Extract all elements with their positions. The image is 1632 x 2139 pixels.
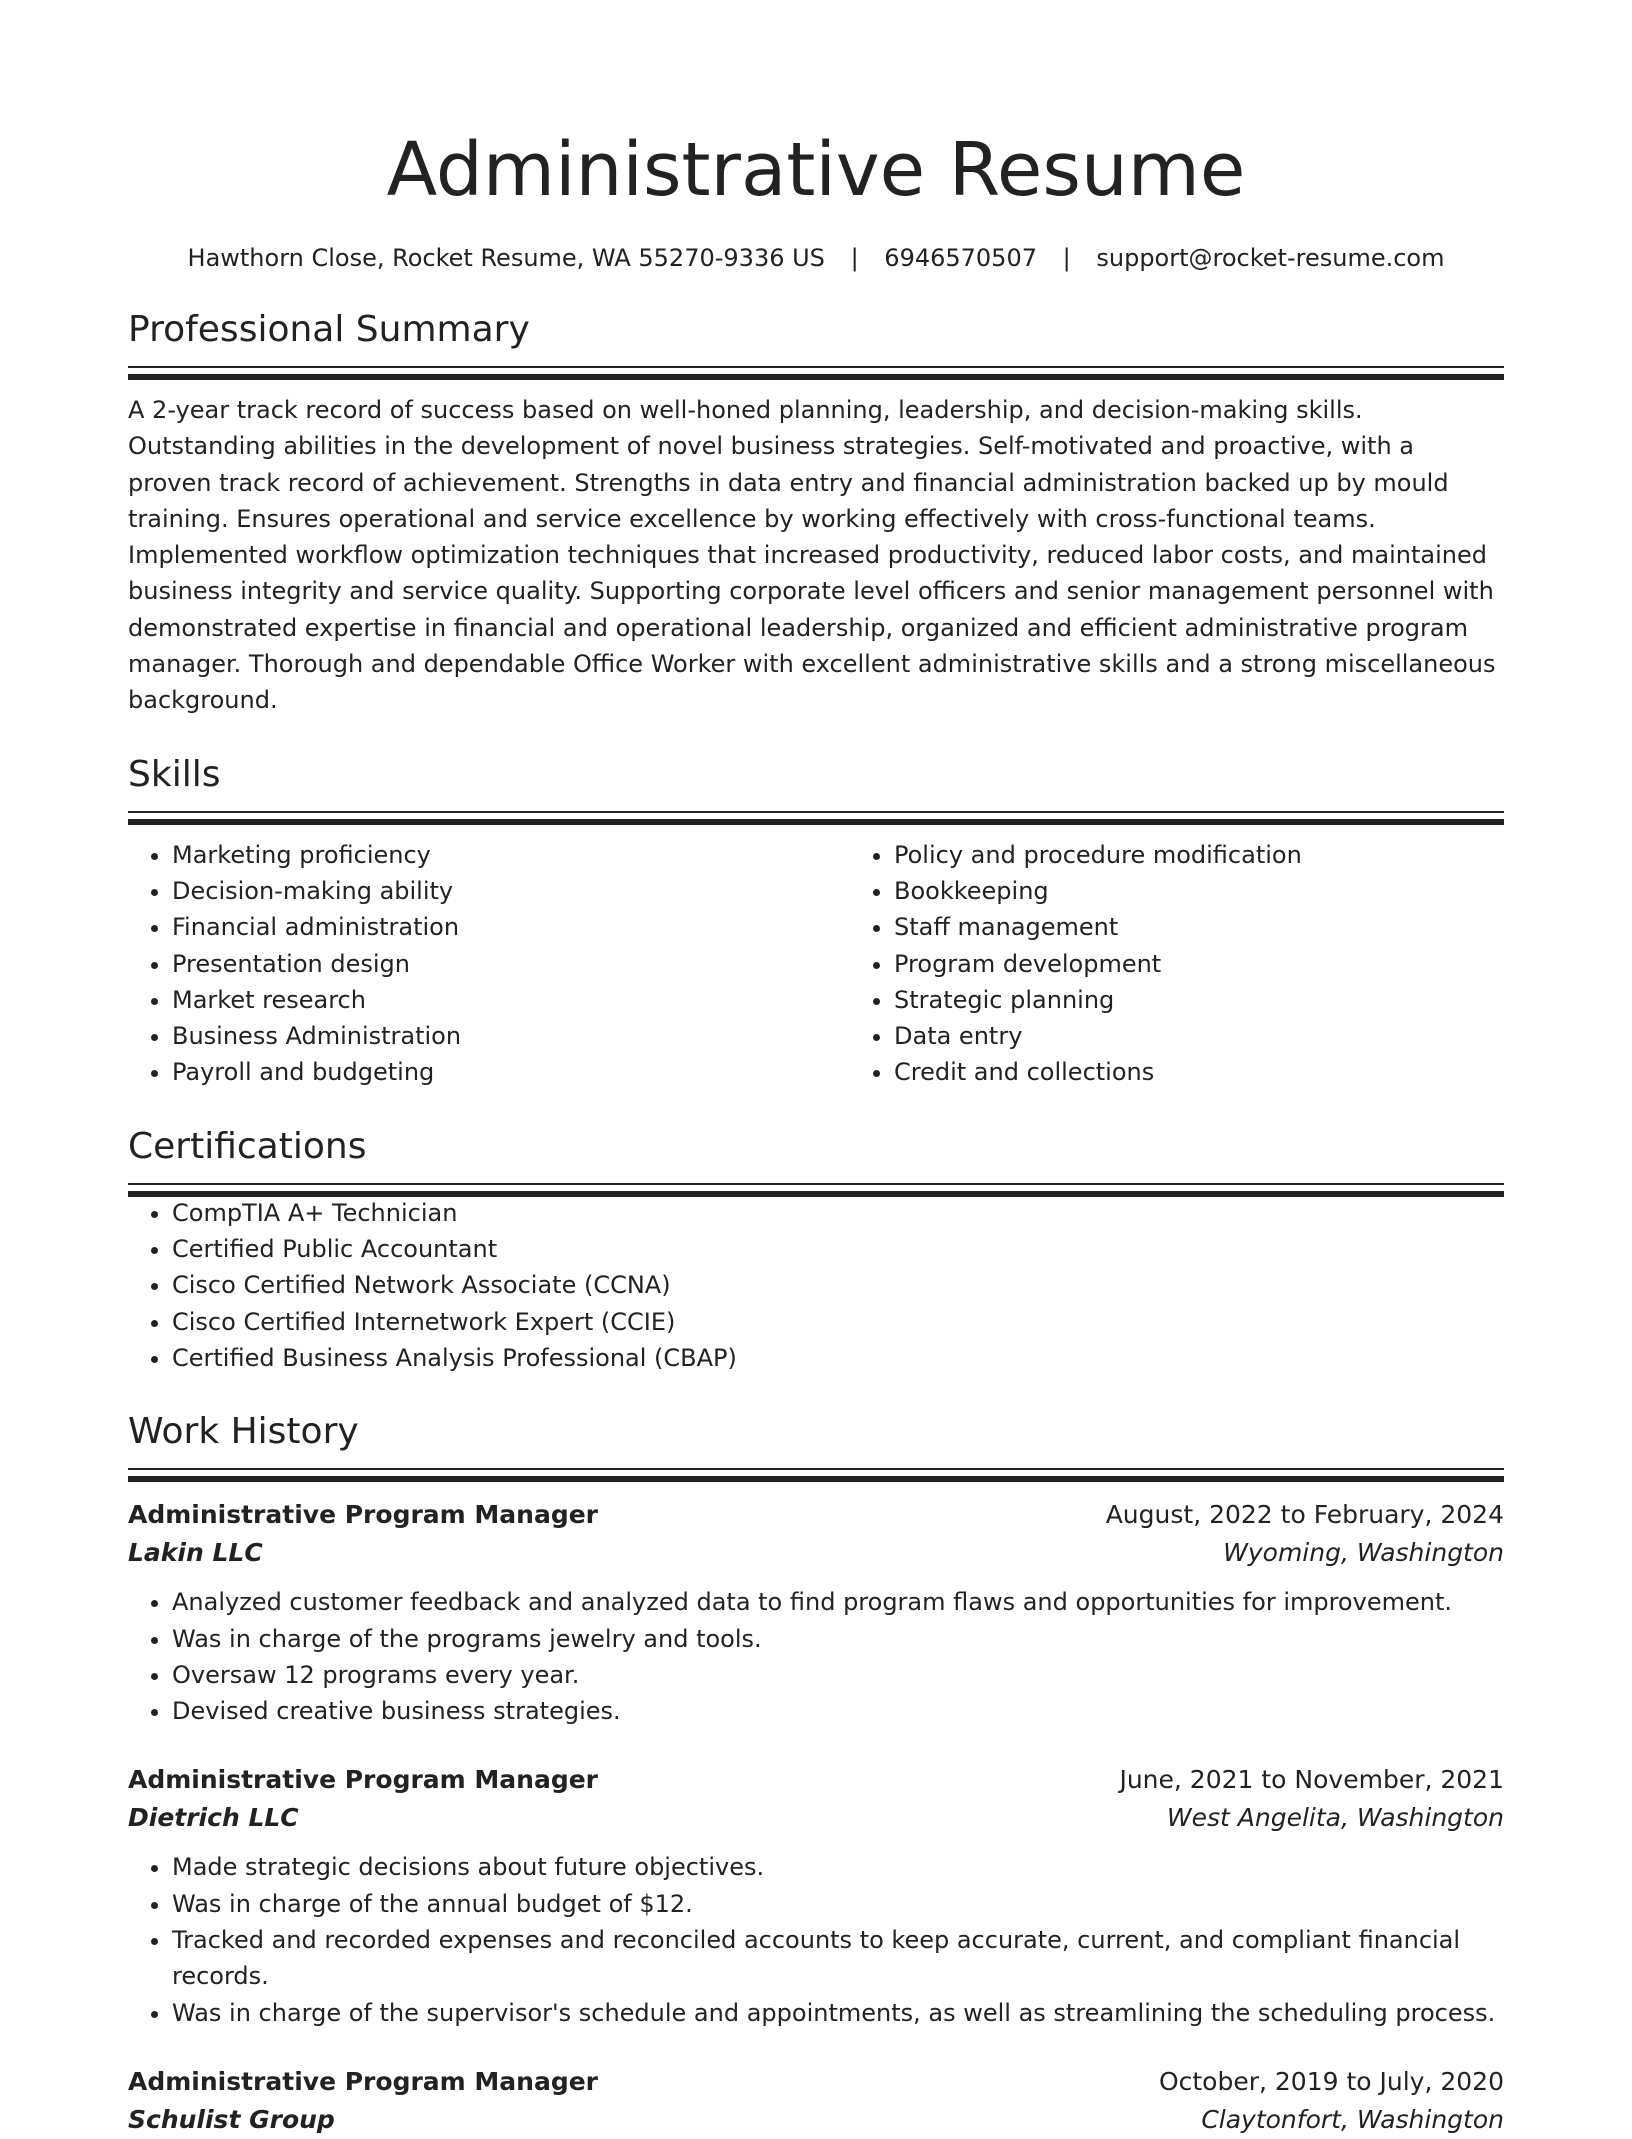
job-location: Claytonfort, Washington <box>1201 2104 1504 2134</box>
certification-item: • Certified Public Accountant <box>172 1231 1504 1267</box>
certifications-section-header <box>128 1125 1504 1195</box>
skills-heading: Skills <box>128 753 221 795</box>
contact-separator: | <box>850 244 859 272</box>
summary-text: A 2-year track record of success based on well-honed planning, leadership, and decision-making skills. Outstanding abilities in the development of novel business strategies. Self-motivated and proactive, with a proven track record of achievement. Strengths in data entry and financial administration backed up by mould training. Ensures operational and service excellence by working effectively with cross-functional teams. Implemented workflow optimization techniques that increased productivity, reduced labor costs, and maintained business integrity and service quality. Supporting corporate level officers and senior management personnel with demonstrated expertise in financial and operational leadership, organized and efficient administrative program manager. Thorough and dependable Office Worker with excellent administrative skills and a strong miscellaneous background. <box>128 396 1496 715</box>
job-entry <box>128 2063 1504 2139</box>
contact-email: support@rocket-resume.com <box>1096 244 1445 272</box>
skill-item: • Program development <box>894 946 1504 982</box>
skill-item: • Credit and collections <box>894 1054 1504 1090</box>
certification-item: • Certified Business Analysis Professional (CBAP) <box>172 1340 1504 1376</box>
job-title: Administrative Program Manager <box>128 2066 599 2096</box>
certification-item: • Cisco Certified Network Associate (CCNA) <box>172 1267 1504 1303</box>
job-duty-item: • Analyzed customer feedback and analyzed data to find program flaws and opportunities for improvement. <box>172 1584 1504 1620</box>
section-divider <box>128 366 1504 378</box>
job-company: Schulist Group <box>128 2104 335 2134</box>
resume-page <box>128 0 1504 2139</box>
work-section-header <box>128 1410 1504 1480</box>
skill-item: • Bookkeeping <box>894 873 1504 909</box>
resume-title: Administrative Resume <box>386 127 1246 213</box>
certification-item: • CompTIA A+ Technician <box>172 1195 1504 1231</box>
job-title: Administrative Program Manager <box>128 1500 599 1530</box>
certifications-list <box>128 1195 1504 1376</box>
job-company-row <box>128 2101 1504 2139</box>
job-dates: October, 2019 to July, 2020 <box>1158 2066 1504 2096</box>
skill-item: • Staff management <box>894 909 1504 945</box>
section-divider <box>128 811 1504 823</box>
skill-item: • Data entry <box>894 1018 1504 1054</box>
job-location: Wyoming, Washington <box>1223 1538 1504 1568</box>
skill-item: • Market research <box>172 982 850 1018</box>
job-duty-item: • Was in charge of the annual budget of $12. <box>172 1886 1504 1922</box>
skills-section-header <box>128 753 1504 823</box>
skill-item: • Policy and procedure modification <box>894 837 1504 873</box>
work-heading: Work History <box>128 1411 359 1453</box>
job-duty-item: • Devised creative business strategies. <box>172 1693 1504 1729</box>
contact-separator: | <box>1062 244 1071 272</box>
contact-phone: 6946570507 <box>884 244 1037 272</box>
skills-list-left <box>128 837 850 1091</box>
skill-item: • Payroll and budgeting <box>172 1054 850 1090</box>
job-company-row <box>128 1799 1504 1837</box>
skill-item: • Strategic planning <box>894 982 1504 1018</box>
certification-item: • Cisco Certified Internetwork Expert (CCIE) <box>172 1304 1504 1340</box>
skill-item: • Decision-making ability <box>172 873 850 909</box>
section-divider <box>128 1468 1504 1480</box>
job-entry <box>128 1761 1504 2030</box>
summary-heading: Professional Summary <box>128 309 530 350</box>
job-company: Lakin LLC <box>128 1538 263 1568</box>
certifications-heading: Certifications <box>128 1125 367 1167</box>
job-header-row <box>128 1496 1504 1534</box>
job-duties-list <box>128 1584 1504 1729</box>
contact-address: Hawthorn Close, Rocket Resume, WA 55270-9336 US <box>187 244 825 272</box>
section-divider <box>128 1183 1504 1195</box>
job-duty-item: • Oversaw 12 programs every year. <box>172 1657 1504 1693</box>
job-location: West Angelita, Washington <box>1166 1803 1504 1833</box>
summary-section-header <box>128 308 1504 378</box>
skills-list-right <box>850 837 1504 1091</box>
job-title: Administrative Program Manager <box>128 1765 599 1795</box>
skill-item: • Presentation design <box>172 946 850 982</box>
job-company: Dietrich LLC <box>128 1803 299 1833</box>
job-header-row <box>128 2063 1504 2101</box>
skill-item: • Marketing proficiency <box>172 837 850 873</box>
contact-line <box>128 242 1504 274</box>
skills-columns <box>128 837 1504 1091</box>
job-company-row <box>128 1534 1504 1572</box>
job-dates: June, 2021 to November, 2021 <box>1119 1765 1504 1795</box>
skill-item: • Financial administration <box>172 909 850 945</box>
job-entry <box>128 1496 1504 1729</box>
job-dates: August, 2022 to February, 2024 <box>1105 1500 1504 1530</box>
job-duty-item: • Was in charge of the programs jewelry and tools. <box>172 1621 1504 1657</box>
skill-item: • Business Administration <box>172 1018 850 1054</box>
job-duties-list <box>128 1849 1504 2030</box>
job-duty-item: • Made strategic decisions about future objectives. <box>172 1849 1504 1885</box>
job-header-row <box>128 1761 1504 1799</box>
job-duty-item: • Tracked and recorded expenses and reconciled accounts to keep accurate, current, and compliant financial records. <box>172 1922 1504 1995</box>
job-duty-item: • Was in charge of the supervisor's schedule and appointments, as well as streamlining the scheduling process. <box>172 1995 1504 2031</box>
